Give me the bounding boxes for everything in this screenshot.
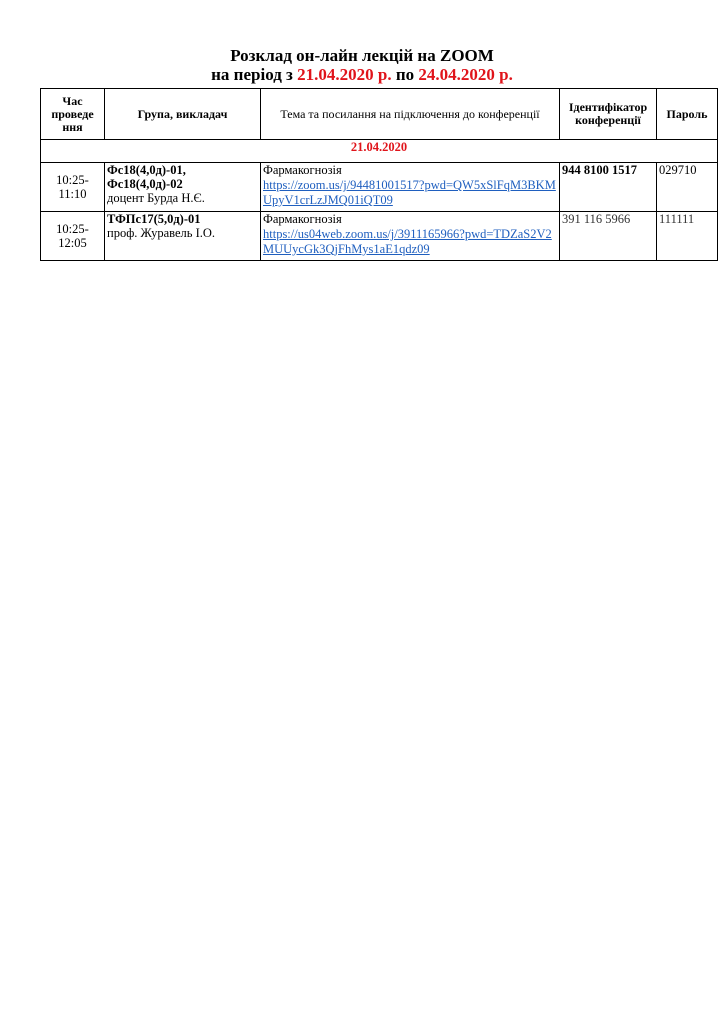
document-title	[0, 46, 724, 84]
teacher-name: проф. Журавель І.О.	[107, 226, 216, 240]
topic-cell	[261, 212, 560, 261]
title-line-1: Розклад он-лайн лекцій на ZOOM	[230, 46, 494, 65]
header-topic: Тема та посилання на підключення до конференції	[261, 89, 560, 140]
zoom-link[interactable]: https://zoom.us/j/94481001517?pwd=QW5xSlFqM3BKMUpyV1crLzJMQ01iQT09	[263, 178, 556, 207]
lecture-time: 10:25-12:05	[41, 212, 105, 261]
group-name: ТФПс17(5,0д)-01	[107, 212, 201, 226]
date-section-row	[41, 140, 718, 163]
header-conf-id: Ідентифікатор конференції	[560, 89, 657, 140]
group-teacher-cell	[105, 163, 261, 212]
zoom-link[interactable]: https://us04web.zoom.us/j/3911165966?pwd=TDZaS2V2MUUycGk3QjFhMys1aE1qdz09	[263, 227, 552, 256]
title-mid: по	[395, 65, 415, 84]
group-name: Фс18(4,0д)-02	[107, 177, 183, 191]
conference-password: 029710	[657, 163, 718, 212]
conference-id: 391 116 5966	[560, 212, 657, 261]
title-date-to: 24.04.2020 р.	[418, 65, 513, 84]
header-row	[41, 89, 718, 140]
group-name: Фс18(4,0д)-01,	[107, 163, 186, 177]
subject-name: Фармакогнозія	[263, 212, 342, 226]
header-time: Час проведе ння	[41, 89, 105, 140]
subject-name: Фармакогнозія	[263, 163, 342, 177]
title-date-from: 21.04.2020 р.	[297, 65, 392, 84]
teacher-name: доцент Бурда Н.Є.	[107, 191, 205, 205]
table-row	[41, 163, 718, 212]
header-password: Пароль	[657, 89, 718, 140]
header-group: Група, викладач	[105, 89, 261, 140]
group-teacher-cell	[105, 212, 261, 261]
topic-cell	[261, 163, 560, 212]
table-row	[41, 212, 718, 261]
lecture-time: 10:25-11:10	[41, 163, 105, 212]
title-line-2	[0, 65, 724, 84]
schedule-table	[40, 88, 718, 261]
conference-password: 111111	[657, 212, 718, 261]
conference-id: 944 8100 1517	[560, 163, 657, 212]
title-prefix: на період з	[211, 65, 293, 84]
date-section-label: 21.04.2020	[41, 140, 718, 163]
